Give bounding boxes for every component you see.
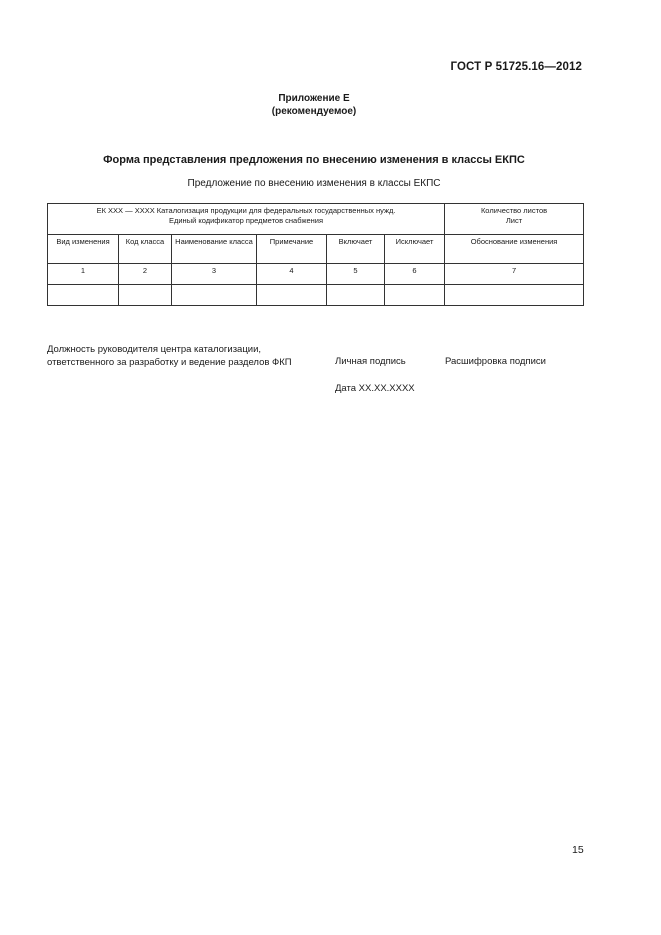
- column-number: 3: [172, 264, 257, 285]
- column-number: 1: [48, 264, 119, 285]
- standard-code: ГОСТ Р 51725.16—2012: [450, 61, 582, 73]
- form-subtitle: Предложение по внесению изменения в классы ЕКПС: [187, 178, 441, 189]
- column-header: Наименование класса: [172, 235, 257, 264]
- sheets-header-cell: [445, 204, 584, 235]
- catalog-header-line2: Единый кодификатор предметов снабжения: [168, 216, 324, 225]
- column-numbers-row: [48, 264, 584, 285]
- column-number: 5: [327, 264, 385, 285]
- signature-transcript-label: Расшифровка подписи: [445, 356, 546, 367]
- column-header: Вид изменения: [48, 235, 119, 264]
- signature-date: Дата ХХ.ХХ.ХХХХ: [335, 383, 415, 394]
- signatory-position-line2: ответственного за разработку и ведение разделов ФКП: [47, 357, 292, 368]
- sheet-label: Лист: [505, 216, 523, 225]
- empty-cell[interactable]: [172, 285, 257, 306]
- empty-cell[interactable]: [445, 285, 584, 306]
- column-number: 6: [385, 264, 445, 285]
- column-names-row: [48, 235, 584, 264]
- column-number: 2: [119, 264, 172, 285]
- signatory-position: [47, 343, 292, 369]
- column-number: 4: [257, 264, 327, 285]
- empty-cell[interactable]: [385, 285, 445, 306]
- column-header: Обоснование изменения: [445, 235, 584, 264]
- catalog-header-line1: ЕК ХХХ — ХХХХ Каталогизация продукции для федеральных государственных нужд.: [96, 206, 396, 215]
- annex-title: Приложение Е: [278, 93, 350, 104]
- column-header: Примечание: [257, 235, 327, 264]
- column-number: 7: [445, 264, 584, 285]
- empty-cell[interactable]: [257, 285, 327, 306]
- personal-signature-label: Личная подпись: [335, 356, 406, 367]
- table-header-row: [48, 204, 584, 235]
- column-header: Код класса: [119, 235, 172, 264]
- empty-cell[interactable]: [327, 285, 385, 306]
- sheets-count-label: Количество листов: [480, 206, 548, 215]
- signatory-position-line1: Должность руководителя центра каталогизации,: [47, 344, 262, 355]
- catalog-header-cell: [48, 204, 445, 235]
- column-header: Включает: [327, 235, 385, 264]
- page-number: 15: [572, 844, 584, 856]
- table-row: [48, 285, 584, 306]
- form-title: Форма представления предложения по внесению изменения в классы ЕКПС: [103, 154, 525, 166]
- column-header: Исключает: [385, 235, 445, 264]
- annex-status: (рекомендуемое): [271, 106, 357, 117]
- empty-cell[interactable]: [119, 285, 172, 306]
- empty-cell[interactable]: [48, 285, 119, 306]
- proposal-table: [47, 203, 584, 306]
- annex-heading: [0, 92, 628, 118]
